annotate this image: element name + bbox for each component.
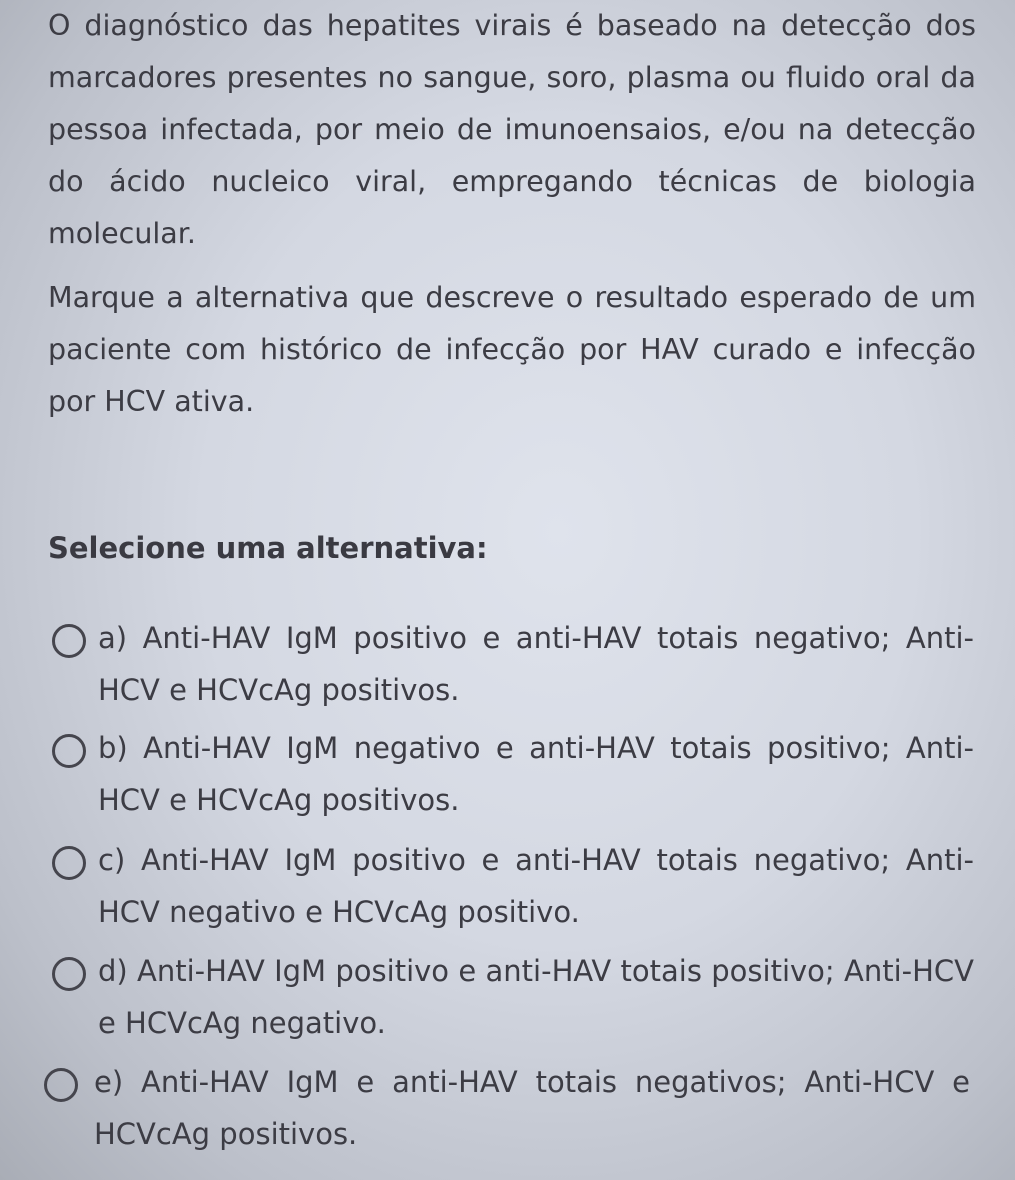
option-a[interactable] <box>48 612 976 712</box>
option-c-label: c) Anti-HAV IgM positivo e anti-HAV totais negativo; Anti-HCV negativo e HCVcAg positivo. <box>98 843 974 929</box>
radio-button-icon[interactable] <box>44 1068 78 1102</box>
option-e-label: e) Anti-HAV IgM e anti-HAV totais negativos; Anti-HCV e HCVcAg positivos. <box>94 1065 970 1151</box>
radio-button-icon[interactable] <box>52 624 86 658</box>
question-prompt-paragraph: Marque a alternativa que descreve o resultado esperado de um paciente com histórico de infecção por HAV curado e infecção por HCV ativa. <box>48 281 976 418</box>
radio-button-icon[interactable] <box>52 846 86 880</box>
option-e[interactable] <box>40 1056 968 1156</box>
select-alternative-heading: Selecione uma alternativa: <box>48 531 488 565</box>
question-context-paragraph: O diagnóstico das hepatites virais é baseado na detecção dos marcadores presentes no sangue, soro, plasma ou fluido oral da pessoa infectada, por meio de imunoensaios, e/ou na detecção do ácido nucleico viral, empregando técnicas de biologia molecular. <box>48 9 976 250</box>
option-b-label: b) Anti-HAV IgM negativo e anti-HAV totais positivo; Anti-HCV e HCVcAg positivos. <box>98 731 974 817</box>
option-b[interactable] <box>48 722 976 822</box>
radio-button-icon[interactable] <box>52 734 86 768</box>
option-c[interactable] <box>48 834 976 934</box>
option-a-label: a) Anti-HAV IgM positivo e anti-HAV totais negativo; Anti-HCV e HCVcAg positivos. <box>98 621 974 707</box>
option-d-label: d) Anti-HAV IgM positivo e anti-HAV totais positivo; Anti-HCV e HCVcAg negativo. <box>98 954 974 1040</box>
option-d[interactable] <box>48 945 976 1045</box>
radio-button-icon[interactable] <box>52 957 86 991</box>
